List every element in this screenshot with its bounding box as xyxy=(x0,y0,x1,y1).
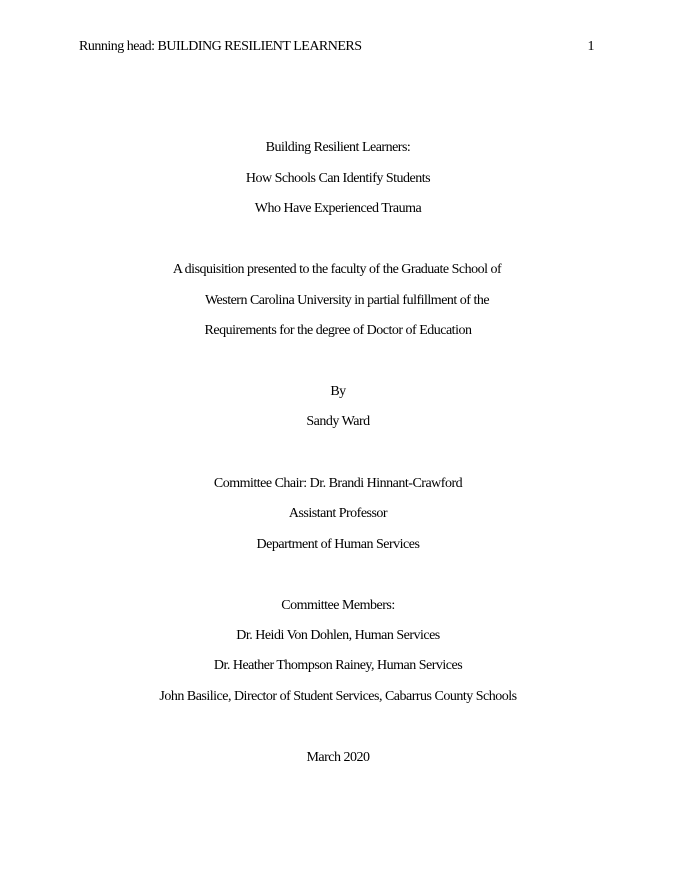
title-line-3: Who Have Experienced Trauma xyxy=(254,201,422,216)
title-line-2: How Schools Can Identify Students xyxy=(245,171,431,186)
presentation-line-2: Western Carolina University in partial fulfillment of the xyxy=(204,293,490,308)
page-header xyxy=(79,38,594,56)
running-head: Running head: BUILDING RESILIENT LEARNERS xyxy=(79,39,362,54)
title-line-1: Building Resilient Learners: xyxy=(265,140,411,155)
committee-member-1: Dr. Heidi Von Dohlen, Human Services xyxy=(236,628,440,643)
page-number: 1 xyxy=(587,39,594,54)
chair-department: Department of Human Services xyxy=(256,537,420,552)
chair-title: Assistant Professor xyxy=(288,506,388,521)
by-line: By xyxy=(330,384,346,399)
presentation-line-1: A disquisition presented to the faculty of the Graduate School of xyxy=(172,262,502,277)
committee-member-3: John Basilice, Director of Student Services, Cabarrus County Schools xyxy=(159,689,517,704)
submission-date: March 2020 xyxy=(306,750,370,765)
presentation-line-3: Requirements for the degree of Doctor of Education xyxy=(204,323,472,338)
committee-members-heading: Committee Members: xyxy=(281,598,395,613)
committee-chair: Committee Chair: Dr. Brandi Hinnant-Crawford xyxy=(213,476,463,491)
committee-member-2: Dr. Heather Thompson Rainey, Human Services xyxy=(213,658,463,673)
author-name: Sandy Ward xyxy=(306,414,370,429)
